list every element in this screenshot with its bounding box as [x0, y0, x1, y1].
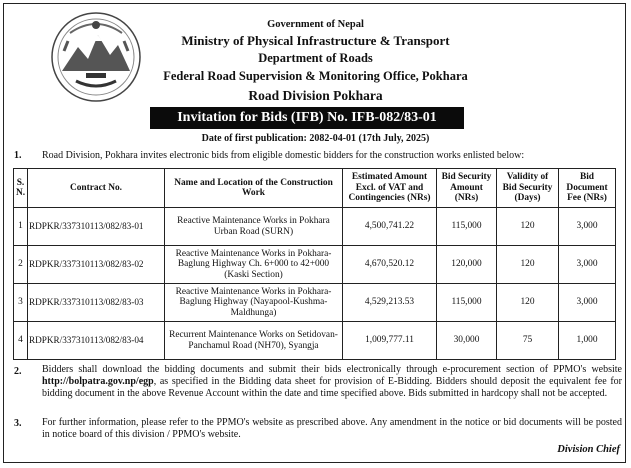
- cell-amount: 4,670,520.12: [343, 246, 437, 284]
- publication-date: Date of first publication: 2082-04-01 (17th July, 2025): [201, 133, 430, 144]
- cell-fee: 1,000: [559, 322, 616, 360]
- cell-name-location: Reactive Maintenance Works in Pokhara-Baglung Highway (Nayapool-Kushma-Maldhunga): [165, 284, 343, 322]
- note3-text: For further information, please refer to the PPMO's website as prescribed above. Any amendment in the notice or bid documents will be posted in notice board of this division / PPMO's website.: [42, 417, 622, 440]
- office-title: Federal Road Supervision & Monitoring Office, Pokhara: [163, 69, 468, 83]
- cell-security: 30,000: [437, 322, 497, 360]
- note2-text: [42, 364, 622, 400]
- header-name-location: Name and Location of the Construction Work: [165, 169, 343, 208]
- header-document-fee: Bid Document Fee (NRs): [559, 169, 616, 208]
- table-row: [14, 208, 616, 246]
- cell-validity: 120: [497, 246, 559, 284]
- header-contract-no: Contract No.: [28, 169, 165, 208]
- cell-contract-no: RDPKR/337310113/082/83-03: [28, 284, 165, 322]
- cell-name-location: Reactive Maintenance Works in Pokhara-Baglung Highway Ch. 6+000 to 42+000 (Kaski Section): [165, 246, 343, 284]
- header-validity: Validity of Bid Security (Days): [497, 169, 559, 208]
- cell-contract-no: RDPKR/337310113/082/83-04: [28, 322, 165, 360]
- cell-name-location: Reactive Maintenance Works in Pokhara Urban Road (SURN): [165, 208, 343, 246]
- note3-number: 3.: [14, 418, 22, 429]
- cell-name-location: Recurrent Maintenance Works on Setidovan-Panchamul Road (NH70), Syangja: [165, 322, 343, 360]
- intro-text: Road Division, Pokhara invites electronic bids from eligible domestic bidders for the construction works enlisted below:: [42, 150, 525, 161]
- cell-amount: 4,500,741.22: [343, 208, 437, 246]
- header-sn: S. N.: [14, 169, 28, 208]
- cell-sn: 3: [14, 284, 28, 322]
- cell-amount: 1,009,777.11: [343, 322, 437, 360]
- cell-sn: 1: [14, 208, 28, 246]
- cell-validity: 75: [497, 322, 559, 360]
- note2-text-b: , as specified in the Bidding data sheet for provision of E-Bidding. Bidders should deposit the equivalent fee for bidding document in the above Revenue Account within the date and time specified above. Bids submitted in hardcopy shall not be accepted.: [42, 376, 622, 399]
- cell-contract-no: RDPKR/337310113/082/83-01: [28, 208, 165, 246]
- cell-sn: 2: [14, 246, 28, 284]
- table-header-row: [14, 169, 616, 208]
- intro-number: 1.: [14, 150, 22, 161]
- cell-sn: 4: [14, 322, 28, 360]
- note2-number: 2.: [14, 366, 22, 377]
- cell-validity: 120: [497, 284, 559, 322]
- header-estimated-amount: Estimated Amount Excl. of VAT and Contingencies (NRs): [343, 169, 437, 208]
- header-bid-security: Bid Security Amount (NRs): [437, 169, 497, 208]
- cell-fee: 3,000: [559, 246, 616, 284]
- signature-division-chief: Division Chief: [557, 444, 620, 455]
- ifb-title-banner: Invitation for Bids (IFB) No. IFB-082/83-01: [150, 107, 464, 129]
- cell-validity: 120: [497, 208, 559, 246]
- note2-text-a: Bidders shall download the bidding documents and submit their bids electronically through e-procurement section of PPMO's website: [42, 364, 622, 375]
- cell-security: 115,000: [437, 284, 497, 322]
- department-title: Department of Roads: [258, 51, 373, 65]
- cell-fee: 3,000: [559, 284, 616, 322]
- cell-security: 120,000: [437, 246, 497, 284]
- bids-table: [13, 168, 616, 360]
- division-title: Road Division Pokhara: [248, 88, 383, 103]
- table-row: [14, 246, 616, 284]
- government-title: Government of Nepal: [267, 19, 364, 30]
- cell-security: 115,000: [437, 208, 497, 246]
- ministry-title: Ministry of Physical Infrastructure & Transport: [181, 33, 450, 48]
- table-row: [14, 284, 616, 322]
- table-row: [14, 322, 616, 360]
- cell-fee: 3,000: [559, 208, 616, 246]
- cell-amount: 4,529,213.53: [343, 284, 437, 322]
- bolpatra-link[interactable]: http://bolpatra.gov.np/egp: [42, 376, 154, 387]
- cell-contract-no: RDPKR/337310113/082/83-02: [28, 246, 165, 284]
